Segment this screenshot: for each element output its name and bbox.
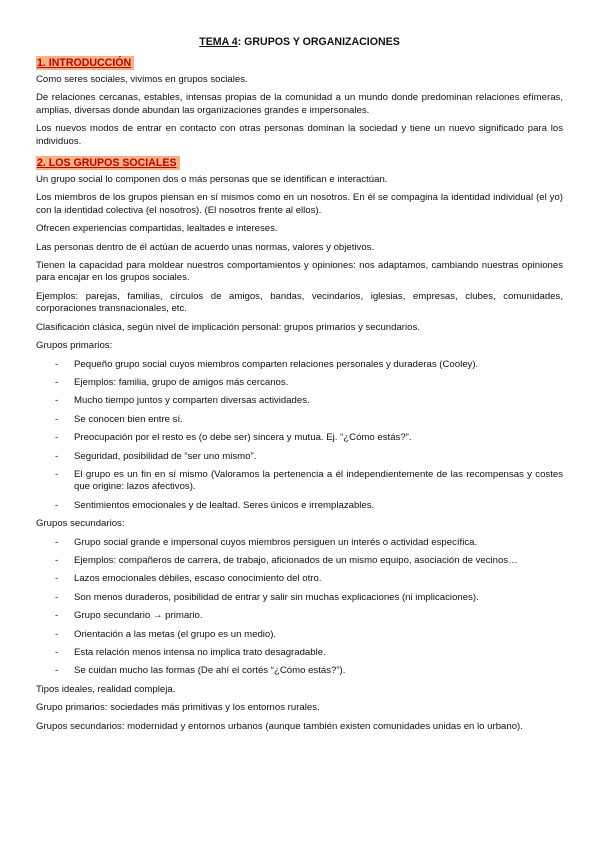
list-item: - Son menos duraderos, posibilidad de entrar y salir sin muchas explicaciones (ni implicaciones).	[36, 592, 563, 604]
page-title-prefix: TEMA 4	[199, 36, 238, 48]
list-item: - Sentimientos emocionales y de lealtad. Seres únicos e irremplazables.	[36, 500, 563, 512]
section-heading-grupos-sociales: 2. LOS GRUPOS SOCIALES	[36, 156, 180, 170]
list-item: - Se cuidan mucho las formas (De ahí el cortés “¿Cómo estás?”).	[36, 665, 563, 677]
paragraph: Ofrecen experiencias compartidas, lealtades e intereses.	[36, 223, 278, 235]
paragraph: Las personas dentro de él actúan de acuerdo unas normas, valores y objetivos.	[36, 241, 375, 253]
paragraph: Clasificación clásica, según nivel de implicación personal: grupos primarios y secundarios.	[36, 321, 420, 333]
paragraph: Ejemplos: parejas, familias, círculos de amigos, bandas, vecindarios, iglesias, empresas, clubes, comunidades, corporaciones transnacionales, etc.	[36, 290, 563, 315]
list-item: - Esta relación menos intensa no implica trato desagradable.	[36, 647, 563, 659]
page-title-rest: : GRUPOS Y ORGANIZACIONES	[237, 36, 400, 48]
paragraph: Grupo primarios: sociedades más primitivas y los entornos rurales.	[36, 702, 320, 714]
paragraph: Los miembros de los grupos piensan en sí mismos como en un nosotros. En él se compagina la identidad individual (el yo) con la identidad colectiva (el nosotros). (El nosotros frente al ellos).	[36, 192, 563, 216]
paragraph: Los nuevos modos de entrar en contacto con otras personas dominan la sociedad y tiene un nuevo significado para los individuos.	[36, 123, 563, 147]
paragraph: Tienen la capacidad para moldear nuestros comportamientos y opiniones: nos adaptamos, cambiando nuestras opiniones para encajar en los grupos sociales.	[36, 260, 563, 284]
paragraph: Como seres sociales, vivimos en grupos sociales.	[36, 74, 248, 85]
secondary-groups-label: Grupos secundarios:	[36, 518, 125, 530]
primary-groups-label: Grupos primarios:	[36, 340, 113, 352]
list-item: - Lazos emocionales débiles, escaso conocimiento del otro.	[36, 573, 563, 585]
list-item: - Seguridad, posibilidad de “ser uno mismo”.	[36, 451, 563, 463]
paragraph: Tipos ideales, realidad compleja.	[36, 683, 176, 695]
list-item: - Ejemplos: familia, grupo de amigos más cercanos.	[36, 377, 563, 389]
list-item: - Se conocen bien entre sí.	[36, 414, 563, 426]
paragraph: De relaciones cercanas, estables, intensas propias de la comunidad a un mundo donde predominan relaciones efímeras, amplias, diversas donde abundan las organizaciones grandes e impersonales.	[36, 92, 563, 116]
section-introduccion	[36, 54, 563, 148]
section-heading-introduccion: 1. INTRODUCCIÓN	[36, 56, 134, 70]
primary-groups-list	[36, 359, 563, 513]
section-grupos-sociales	[36, 154, 563, 733]
page-title	[36, 36, 563, 49]
list-item: - Grupo secundario → primario.	[36, 610, 563, 622]
list-item: - Preocupación por el resto es (o debe ser) sincera y mutua. Ej. “¿Cómo estás?”.	[36, 432, 563, 444]
list-item: - Grupo social grande e impersonal cuyos miembros persiguen un interés o actividad específica.	[36, 537, 563, 549]
list-item: - Ejemplos: compañeros de carrera, de trabajo, aficionados de un mismo equipo, asociación de vecinos…	[36, 555, 563, 567]
document-page	[36, 36, 563, 739]
paragraph: Un grupo social lo componen dos o más personas que se identifican e interactúan.	[36, 174, 388, 186]
list-item: - Orientación a las metas (el grupo es un medio).	[36, 629, 563, 641]
list-item: - Pequeño grupo social cuyos miembros comparten relaciones personales y duraderas (Cooley).	[36, 359, 563, 371]
list-item: - El grupo es un fin en sí mismo (Valoramos la pertenencia a él independientemente de las recompensas y costes que origine: lazos afectivos).	[36, 469, 563, 494]
secondary-groups-list	[36, 537, 563, 678]
paragraph: Grupos secundarios: modernidad y entornos urbanos (aunque también existen comunidades unidas en lo urbano).	[36, 720, 523, 732]
list-item: - Mucho tiempo juntos y comparten diversas actividades.	[36, 395, 563, 407]
